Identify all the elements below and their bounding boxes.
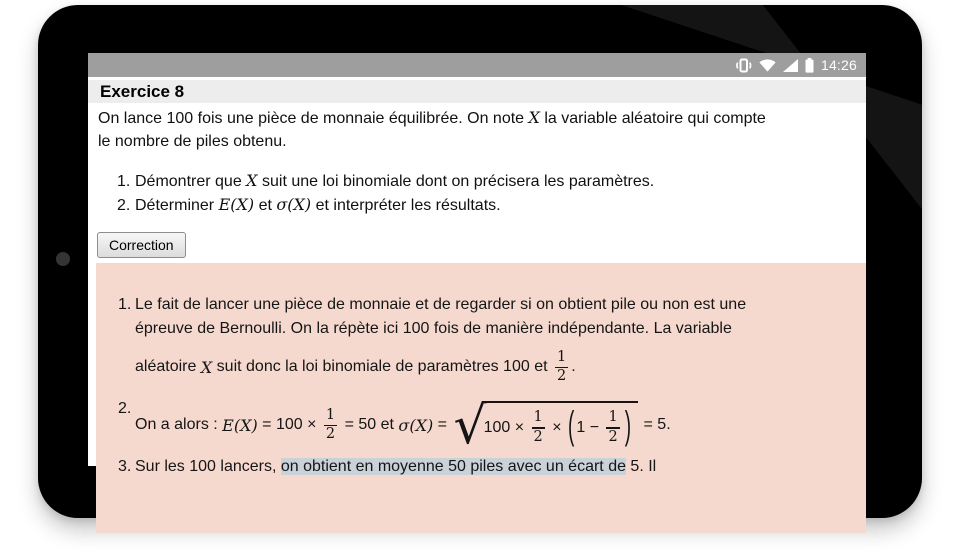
screen <box>88 53 866 475</box>
correction-item-3 <box>96 455 854 479</box>
fraction-numerator: 1 <box>608 409 618 426</box>
wifi-icon <box>759 59 776 72</box>
intro-text: le nombre de piles obtenu. <box>98 133 287 150</box>
correction-button[interactable]: Correction <box>97 232 186 258</box>
math-var-sigma: σ(X) <box>398 415 434 435</box>
math-var-ex: E(X) <box>218 195 255 214</box>
formula-text: = 100 × <box>257 416 321 433</box>
fraction-numerator: 1 <box>556 348 567 365</box>
intro-text: la variable aléatoire qui compte <box>539 110 766 127</box>
formula-text: = 50 et <box>340 416 399 433</box>
radicand <box>482 401 638 449</box>
close-paren: ) <box>624 404 632 448</box>
vibrate-icon <box>735 58 752 73</box>
status-bar <box>88 53 866 77</box>
question-text: et <box>254 197 277 214</box>
fraction-denominator: 2 <box>325 426 336 443</box>
fraction <box>324 408 337 443</box>
correction-text <box>135 293 854 317</box>
intro-text: On lance 100 fois une pièce de monnaie équilibrée. On note <box>98 110 529 127</box>
math-var-x: X <box>246 171 258 190</box>
selection-highlight: on obtient en moyenne 50 piles avec un écart de <box>280 458 626 475</box>
correction-text-line: Sur les 100 lancers, <box>135 458 281 475</box>
question-text: et interpréter les résultats. <box>311 197 501 214</box>
math-var-ex: E(X) <box>222 415 258 435</box>
correction-text-math <box>135 341 854 393</box>
exercise-title: Exercice 8 <box>100 81 185 101</box>
correction-item-2 <box>96 396 854 456</box>
correction-text-line: . <box>571 358 576 375</box>
correction-text <box>135 455 656 479</box>
question-text: Démontrer que <box>135 173 247 190</box>
question-list <box>88 169 866 217</box>
math-var-sigma: σ(X) <box>276 195 312 214</box>
square-root <box>453 396 638 456</box>
formula-text: On a alors : <box>135 416 223 433</box>
math-var-x: X <box>200 357 213 377</box>
correction-text-line: Le fait de lancer une pièce de monnaie et de regarder si on obtient pile ou non est une <box>135 296 747 313</box>
correction-text-line: aléatoire <box>135 358 201 375</box>
radical-icon: √ <box>453 396 487 456</box>
list-marker: 1. <box>117 173 131 190</box>
clock: 14:26 <box>820 57 857 73</box>
formula-text: 100 × <box>483 418 529 436</box>
formula-text: = <box>433 416 452 433</box>
correction-box <box>96 263 866 533</box>
list-marker: 2. <box>117 197 131 214</box>
list-marker: 2. <box>118 400 132 417</box>
correction-text-line: 5. Il <box>625 458 657 475</box>
tablet-frame <box>38 5 922 518</box>
correction-text <box>135 317 854 341</box>
battery-icon <box>805 58 814 73</box>
fraction <box>555 350 568 385</box>
fraction-denominator: 2 <box>556 368 567 385</box>
fraction-denominator: 2 <box>608 428 618 445</box>
math-var-x: X <box>528 108 540 127</box>
intro-paragraph <box>88 106 866 153</box>
correction-text-line: épreuve de Bernoulli. On la répète ici 100 fois de manière indépendante. La variable <box>135 320 732 337</box>
correction-text-line: suit donc la loi binomiale de paramètres 100 et <box>212 358 552 375</box>
formula <box>135 396 671 456</box>
formula-text: 1 − <box>576 418 604 436</box>
signal-icon <box>783 59 798 72</box>
question-text: Déterminer <box>135 197 219 214</box>
fraction-numerator: 1 <box>325 406 336 423</box>
camera-dot <box>56 252 70 266</box>
list-marker: 3. <box>118 458 132 475</box>
fraction-numerator: 1 <box>533 409 543 426</box>
question-text: suit une loi binomiale dont on précisera les paramètres. <box>257 173 655 190</box>
fraction <box>606 410 619 445</box>
open-paren: ( <box>568 404 575 448</box>
formula-text: = 5. <box>639 416 671 433</box>
correction-item-1 <box>96 293 854 393</box>
question-item-1 <box>117 169 866 193</box>
fraction-denominator: 2 <box>533 428 543 445</box>
formula-text: × <box>547 418 567 436</box>
question-item-2 <box>117 193 866 217</box>
list-marker: 1. <box>118 296 132 313</box>
exercise-title-band <box>88 80 866 103</box>
fraction <box>532 410 545 445</box>
